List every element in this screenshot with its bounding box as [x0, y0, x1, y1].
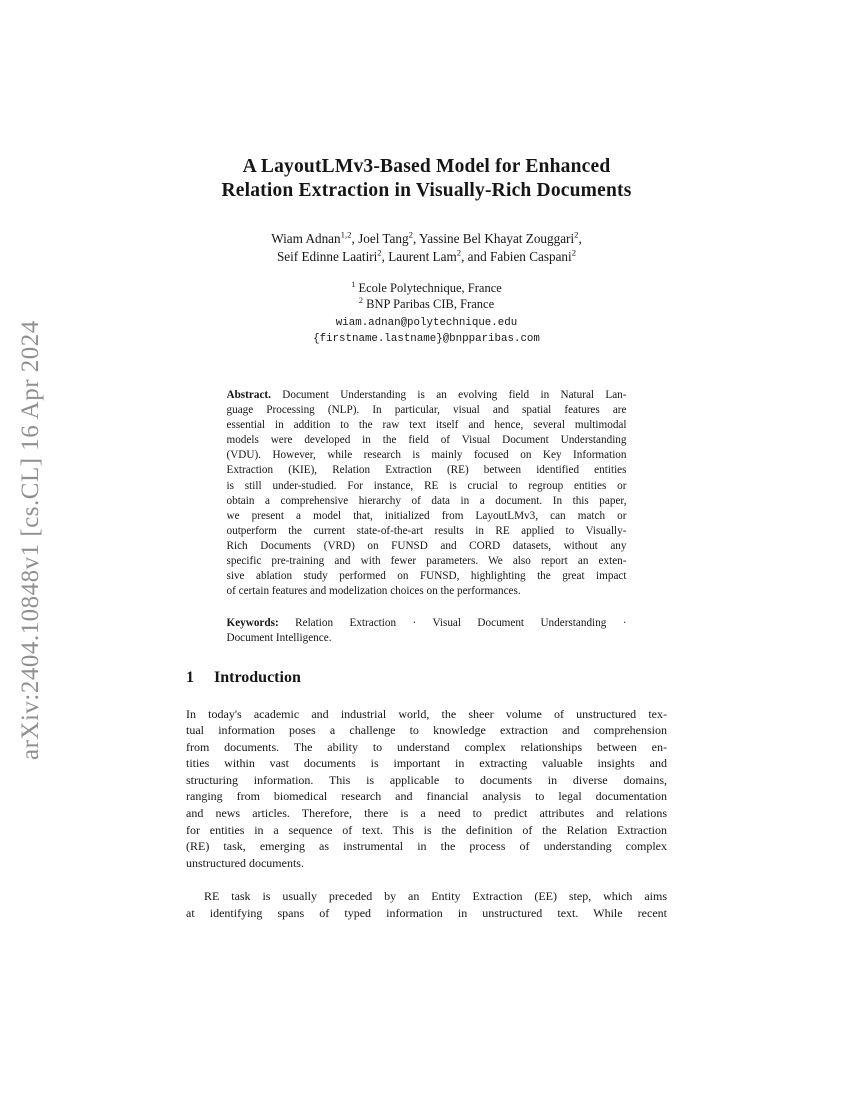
paragraph-line: ranging from biomedical research and financial analysis to legal documentation [186, 789, 667, 804]
affiliation-name: BNP Paribas CIB, France [366, 296, 495, 311]
keywords-text: Relation Extraction · Visual Document Understanding · [295, 617, 627, 630]
author-affil-mark: 2 [456, 247, 462, 258]
paper-content [186, 0, 667, 922]
author-name: , and Fabien Caspani [461, 248, 572, 264]
abstract-line: essential in addition to the raw text itself and hence, several multimodal [226, 419, 627, 432]
abstract-body [227, 403, 627, 599]
affiliations [186, 281, 667, 347]
abstract-line: guage Processing (NLP). In particular, visual and spatial features are [226, 404, 627, 417]
email-address2: {firstname.lastname}@bnpparibas.com [313, 333, 540, 345]
paragraph-line: at identifying spans of typed information in unstructured text. While recent [186, 906, 667, 921]
paragraph-line: from documents. The ability to understand complex relationships between en- [186, 739, 667, 754]
abstract-line: Rich Documents (VRD) on FUNSD and CORD datasets, without any [226, 539, 627, 552]
author-name: Wiam Adnan [271, 231, 341, 246]
abstract-line: specific pre-training and with fewer parameters. We also report an exten- [226, 555, 627, 568]
paragraph-line: unstructured documents. [186, 855, 304, 870]
abstract-line: outperform the current state-of-the-art results in RE applied to Visually- [226, 524, 627, 537]
author-affil-mark: 2 [574, 229, 579, 240]
paragraph-line: structuring information. This is applicable to documents in diverse domains, [186, 772, 667, 787]
author-list [186, 230, 667, 265]
abstract-line: is still under-studied. For instance, RE is crucial to regroup entities or [226, 479, 627, 492]
abstract-line: models were developed in the field of Visual Document Understanding [226, 434, 627, 447]
abstract-line: Extraction (KIE), Relation Extraction (RE) between identified entities [226, 464, 627, 477]
abstract-line: we present a model that, initialized from LayoutLMv3, can match or [226, 509, 627, 522]
affiliation-line2 [186, 297, 667, 313]
paragraph-line: RE task is usually preceded by an Entity Extraction (EE) step, which aims [204, 889, 667, 904]
keywords-line: Document Intelligence. [226, 632, 332, 645]
affiliation-mark: 1 [351, 279, 356, 289]
paragraph-line: tities within vast documents is important in extracting valuable insights and [186, 756, 667, 771]
author-name: , Laurent Lam [381, 248, 457, 264]
affiliation-name: Ecole Polytechnique, France [358, 281, 502, 295]
email-address1: wiam.adnan@polytechnique.edu [335, 317, 518, 329]
author-name: , Joel Tang [351, 231, 409, 246]
abstract-first-line [227, 388, 627, 403]
paragraph-line: for entities in a sequence of text. This is the definition of the Relation Extraction [186, 822, 667, 837]
author-name: , Yassine Bel Khayat Zouggari [412, 231, 575, 246]
section-title: Introduction [214, 668, 301, 686]
abstract-text: Document Understanding is an evolving field in Natural Lan- [282, 389, 627, 401]
paragraph-line: and news articles. Therefore, there is a need to predict attributes and relations [186, 806, 667, 821]
section-number: 1 [186, 668, 194, 686]
author-name: Seif Edinne Laatiri [276, 248, 378, 264]
author-affil-mark: 1,2 [340, 229, 352, 240]
abstract-line: (VDU). However, while research is mainly focused on Key Information [226, 449, 627, 462]
abstract-label: Abstract. [226, 389, 271, 401]
keywords-body [227, 631, 627, 646]
keywords-label: Keywords: [226, 617, 279, 630]
abstract-line: sive ablation study performed on FUNSD, highlighting the great impact [226, 570, 627, 583]
keywords [227, 616, 627, 646]
author-affil-mark: 2 [377, 247, 382, 258]
paper-title-line1: A LayoutLMv3-Based Model for Enhanced [242, 156, 611, 177]
paragraph-line: tual information poses a challenge to knowledge extraction and comprehension [186, 723, 667, 738]
abstract [227, 388, 627, 599]
paper-title-line2: Relation Extraction in Visually-Rich Documents [221, 180, 632, 201]
paper-title [186, 155, 667, 203]
author-affil-mark: 2 [571, 247, 577, 258]
author-separator: , [578, 231, 582, 246]
intro-paragraph-2 [186, 888, 667, 921]
intro-paragraph-1 [186, 706, 667, 872]
section-heading-introduction [186, 668, 667, 688]
paragraph-line: In today's academic and industrial world, the sheer volume of unstructured tex- [186, 706, 667, 721]
arxiv-watermark: arXiv:2404.10848v1 [cs.CL] 16 Apr 2024 [17, 320, 44, 760]
abstract-line: of certain features and modelization choices on the performances. [226, 585, 521, 598]
affiliation-line1 [186, 281, 667, 297]
authors-line1 [186, 230, 667, 248]
author-affil-mark: 2 [408, 229, 413, 240]
abstract-line: obtain a comprehensive hierarchy of data in a document. In this paper, [226, 494, 627, 507]
paragraph-line: (RE) task, emerging as instrumental in the process of understanding complex [186, 839, 667, 854]
keywords-first-line [227, 616, 627, 631]
authors-line2 [186, 248, 667, 266]
affiliation-mark: 2 [358, 295, 363, 305]
